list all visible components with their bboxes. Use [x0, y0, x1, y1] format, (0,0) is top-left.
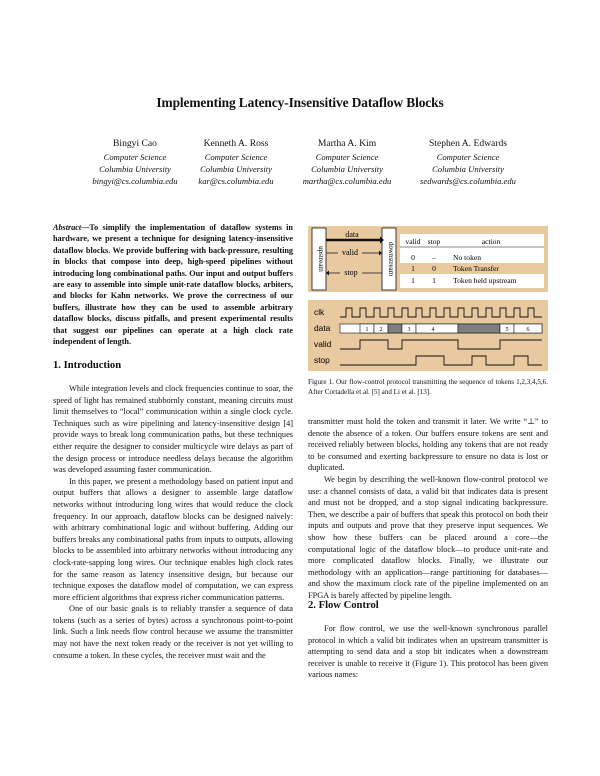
- data-token-cell: [416, 324, 458, 333]
- abstract-text: —To simplify the implementation of dataflow systems in hardware, we present a technique for designing latency-insensitive dataflow blocks. We provide buffering with back-pressure, resulting in blocks that compose into deep, high-speed pipelines without introducing long combinational paths. Our input and output buffers are easy to assemble into simple unit-rate dataflow blocks, arbiters, and blocks for Kahn networks. We prove the correctness of our buffers, illustrate how they can be used to assemble arbitrary dataflow blocks, discuss pitfalls, and present experimental results that suggest our pipelines can operate at a high clock rate independent of length.: [53, 223, 293, 347]
- table-header-action: action: [481, 237, 501, 246]
- author-affiliation: Computer Science: [436, 152, 500, 162]
- right-column: [308, 416, 548, 602]
- data-token-label: 5: [505, 327, 509, 333]
- author-name: Bingyi Cao: [113, 138, 157, 149]
- paragraph: We begin by describing the well-known flow-control protocol we use: a channel consists of data, a valid bit that indicates data is present and must not be dropped, and a stop signal indicating backpressure. Then, we describe a pair of buffers that speak this protocol on both their inputs and outputs and prove that they preserve input sequences. We show how these buffers can be placed around a core—the computational logic of the dataflow block—to produce unit-rate and more complicated dataflow blocks. Finally, we illustrate our methodology with an application—range partitioning for databases—and show the maximum clock rate of the pipeline implemented on an FPGA is barely affected by pipeline length.: [308, 474, 548, 600]
- author-name: Martha A. Kim: [317, 138, 377, 149]
- table-cell: Token held upstream: [453, 276, 517, 285]
- author-name: Stephen A. Edwards: [428, 138, 508, 149]
- author-affiliation: Computer Science: [204, 152, 268, 162]
- figure-caption: Figure 1. Our flow-control protocol transmitting the sequence of tokens 1,2,3,4,5,6. After Cortadella et al. [5] and Li et al. [13].: [308, 378, 548, 396]
- table-cell: Token Transfer: [453, 264, 500, 273]
- author-email: kar@cs.columbia.edu: [198, 176, 274, 186]
- paragraph: transmitter must hold the token and transmit it later. We write “⊥” to denote the absence of a token. Our buffers ensure tokens are sent and received reliably between blocks, holding any tokens that are not ready to be consumed and exerting backpressure to ensure no data is lost or duplicated.: [308, 417, 548, 473]
- author-email: martha@cs.columbia.edu: [302, 176, 392, 186]
- author-name: Kenneth A. Ross: [203, 138, 269, 149]
- table-cell: 1: [411, 264, 415, 273]
- wave-label-valid: valid: [314, 339, 332, 349]
- section-2-heading: 2. Flow Control: [308, 600, 379, 611]
- data-empty-cell: [458, 324, 500, 333]
- author-email: bingyi@cs.columbia.edu: [92, 176, 178, 186]
- figure-band-waveforms: [308, 300, 548, 371]
- author-university: Columbia University: [432, 164, 504, 174]
- paragraph: For flow control, we use the well-known synchronous parallel protocol in which a valid bit indicates when an upstream transmitter is attempting to send data and a stop bit indicates when a downstream receiver is unable to receive it (Figure 1). This protocol has been given various names:: [308, 624, 548, 680]
- author-email: sedwards@cs.columbia.edu: [420, 176, 516, 186]
- table-header-stop: stop: [427, 237, 441, 246]
- data-token-label: 6: [526, 327, 530, 333]
- table-cell: 0: [432, 264, 436, 273]
- wave-label-data: data: [314, 323, 331, 333]
- abstract: [53, 222, 293, 347]
- left-column: [53, 383, 293, 661]
- paragraph: While integration levels and clock frequencies continue to soar, the speed of light has remained stubbornly constant, meaning circuits must limit themselves to “local” communication within a single clock cycle. Techniques such as wire pipelining and latency-insensitive design [4] provide ways to break long communication paths, but these techniques either require the designer to consider multicycle wire delays as part of the design process or introduce needless delays because the algorithm was developed assuming faster communication.: [53, 384, 293, 475]
- author-university: Columbia University: [200, 164, 272, 174]
- data-token-label: 2: [379, 327, 383, 333]
- data-label: data: [345, 230, 359, 239]
- paragraph: In this paper, we present a methodology based on patient input and output buffers that allows a designer to assemble large dataflow networks without introducing long wires that would reduce the clock frequency. In our approach, dataflow blocks can be designed naïvely: with arbitrary combinational logic and without buffering. Adding our buffers breaks any combinational paths from inputs to outputs, allowing blocks to be assembled into arbitrary networks without introducing any clock-rate-sapping long wires. Our technique enables high clock rates for the same reason as latency insensitive design, but because our technique exposes the dataflow model of computation, we can express more efficient algorithms that express richer communication patterns.: [53, 476, 293, 602]
- author-university: Columbia University: [99, 164, 171, 174]
- abstract-label: Abstract: [53, 223, 82, 232]
- downstream-label: downstream: [387, 241, 395, 277]
- data-token-label: 4: [431, 327, 435, 333]
- section-2-body: [308, 623, 548, 681]
- wave-label-stop: stop: [314, 355, 330, 365]
- wave-label-clk: clk: [314, 307, 325, 317]
- section-1-heading: 1. Introduction: [53, 360, 122, 371]
- figure-1: [308, 226, 548, 371]
- table-cell: 0: [411, 253, 415, 262]
- paragraph: One of our basic goals is to reliably transfer a sequence of data tokens (such as a series of bytes) across a synchronous point-to-point link. Such a link needs flow control because we assume the transmitter may not have the next token ready or the receiver is not yet willing to consume a token. In these cycles, the receiver must wait and the: [53, 604, 293, 660]
- valid-label: valid: [342, 248, 358, 257]
- table-cell: 1: [411, 276, 415, 285]
- table-cell: 1: [432, 276, 436, 285]
- author-affiliation: Computer Science: [103, 152, 167, 162]
- data-empty-cell: [388, 324, 402, 333]
- author-4: [393, 138, 543, 187]
- table-header-valid: valid: [405, 237, 421, 246]
- author-university: Columbia University: [311, 164, 383, 174]
- data-waveform: [340, 324, 542, 333]
- stop-label: stop: [344, 268, 358, 277]
- table-cell: –: [432, 253, 436, 262]
- data-token-label: 3: [407, 327, 411, 333]
- author-affiliation: Computer Science: [315, 152, 379, 162]
- upstream-label: upstream: [317, 246, 325, 272]
- table-cell: No token: [453, 253, 482, 262]
- paper-title: Implementing Latency-Insensitive Dataflow Blocks: [156, 95, 444, 110]
- data-token-label: 1: [365, 327, 369, 333]
